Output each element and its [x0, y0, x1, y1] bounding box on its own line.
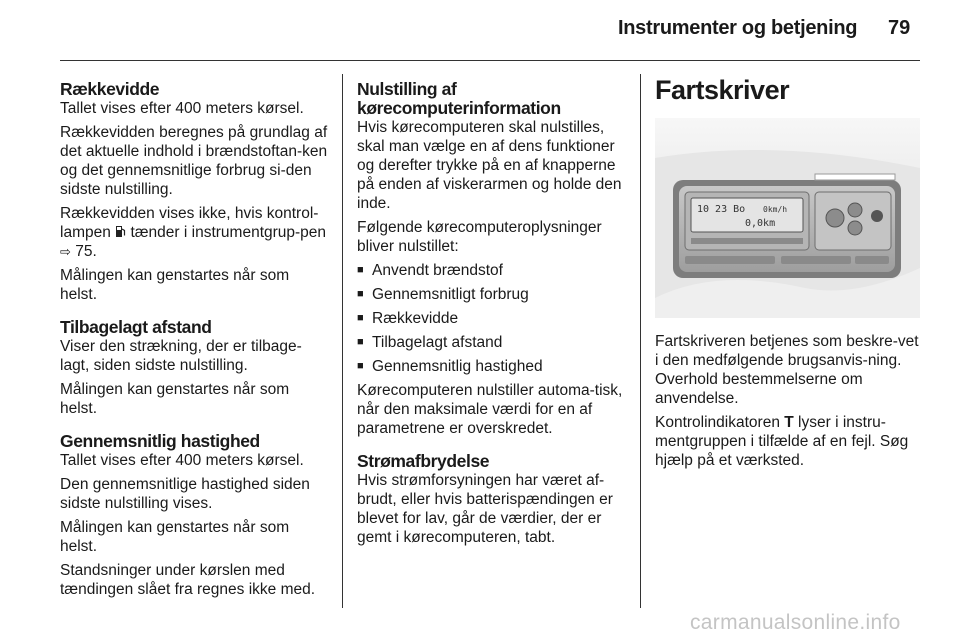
fuel-pump-icon	[115, 224, 130, 241]
list-item: ■ Gennemsnitlig hastighed	[357, 358, 543, 375]
speed-text-2: Den gennemsnitlige hastighed siden sidste nulstilling vises.	[60, 476, 310, 512]
column-1	[60, 80, 330, 604]
heading-distance: Tilbagelagt afstand	[60, 317, 212, 337]
watermark: carmanualsonline.info	[690, 611, 901, 634]
tacho-text-2	[655, 413, 925, 470]
list-item: ■ Anvendt brændstof	[357, 262, 503, 279]
reset-text-1: Hvis kørecomputeren skal nulstilles, skal man vælge en af dens funktioner og derefter trykke på en af knapperne på enden af viskerarmen og holde den inde.	[357, 119, 622, 212]
range-text-2: Rækkevidden beregnes på grundlag af det aktuelle indhold i brændstoftan-ken og det gennemsnitlige forbrug si-den sidste nulstilling.	[60, 124, 328, 198]
heading-tachograph: Fartskriver	[655, 75, 790, 105]
power-text: Hvis strømforsyningen har været af-brudt, eller hvis batterispændingen er blevet for lav, går de værdier, der er gemt i kørecomputeren, tabt.	[357, 472, 613, 546]
distance-text-1: Viser den strækning, der er tilbage-lagt, siden sidste nulstilling.	[60, 338, 302, 374]
range-text-1: Tallet vises efter 400 meters kørsel.	[60, 100, 304, 117]
column-divider-1	[342, 74, 343, 608]
tacho-text-2b: lyser i instru-mentgruppen i tilfælde af en fejl. Søg hjælp på et værksted.	[655, 414, 909, 469]
column-divider-2	[640, 74, 641, 608]
column-2	[357, 80, 627, 552]
display-line-2: 0,0km	[745, 218, 776, 229]
list-item: ■ Gennemsnitligt forbrug	[357, 286, 529, 303]
page-header-title: Instrumenter og betjening	[618, 17, 858, 39]
display-line-1: 10 23 Bo	[697, 204, 746, 215]
bullet-icon: ■	[357, 288, 364, 300]
range-text-3b: tænder i instrumentgrup-pen	[130, 224, 327, 241]
bullet-icon: ■	[357, 312, 364, 324]
page-number: 79	[888, 17, 911, 39]
header-divider	[60, 60, 920, 61]
speed-text-1: Tallet vises efter 400 meters kørsel.	[60, 452, 304, 469]
display-speed: 0km/h	[763, 205, 788, 214]
heading-reset: Nulstilling af kørecomputerinformation	[357, 79, 561, 118]
speed-text-4: Standsninger under kørslen med tændingen slået fra regnes ikke med.	[60, 562, 316, 598]
reference-arrow-icon[interactable]: ⇨	[60, 244, 71, 259]
bullet-icon: ■	[357, 264, 364, 276]
heading-avg-speed: Gennemsnitlig hastighed	[60, 431, 260, 451]
bullet-icon: ■	[357, 360, 364, 372]
list-item: ■ Rækkevidde	[357, 310, 459, 327]
reset-text-3: Kørecomputeren nulstiller automa-tisk, når den maksimale værdi for en af parametrene er overskredet.	[357, 382, 623, 437]
tacho-text-2a: Kontrolindikatoren	[655, 414, 780, 431]
range-text-4: Målingen kan genstartes når som helst.	[60, 267, 290, 303]
range-text-3	[60, 204, 330, 261]
column-3	[655, 74, 925, 475]
tacho-text-1: Fartskriveren betjenes som beskre-vet i den medfølgende brugsanvis-ning. Overhold bestemmelserne om anvendelse.	[655, 333, 919, 407]
reset-text-2: Følgende kørecomputeroplysninger bliver nulstillet:	[357, 219, 602, 255]
distance-text-2: Målingen kan genstartes når som helst.	[60, 381, 290, 417]
heading-power-failure: Strømafbrydelse	[357, 451, 490, 471]
range-text-3c[interactable]: 75.	[75, 243, 97, 260]
speed-text-3: Målingen kan genstartes når som helst.	[60, 519, 290, 555]
reset-list	[357, 261, 627, 376]
tachograph-illustration	[655, 118, 920, 318]
heading-range: Rækkevidde	[60, 79, 160, 99]
tachograph-warning-icon: T	[784, 414, 794, 431]
range-text-3a: Rækkevidden vises ikke, hvis kontrol-lampen	[60, 205, 319, 241]
list-item: ■ Tilbagelagt afstand	[357, 334, 503, 351]
bullet-icon: ■	[357, 336, 364, 348]
